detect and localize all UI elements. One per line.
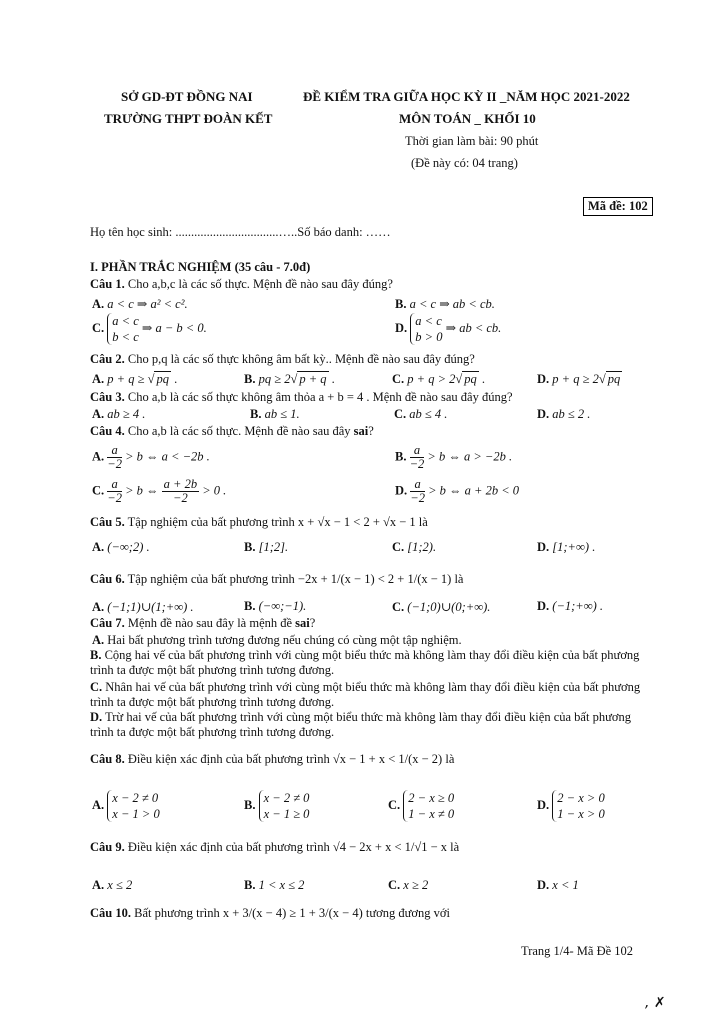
q3-option-d[interactable]: D. ab ≤ 2 .: [537, 407, 591, 421]
question-6: Câu 6. Tập nghiệm của bất phương trình −2x + 1/(x − 1) < 2 + 1/(x − 1) là: [90, 572, 464, 586]
q6-option-a[interactable]: A. (−1;1)∪(1;+∞) .: [92, 600, 194, 614]
question-3: Câu 3. Cho a,b là các số thực không âm thỏa a + b = 4 . Mệnh đề nào sau đây đúng?: [90, 390, 513, 404]
question-1: Câu 1. Cho a,b,c là các số thực. Mệnh đề nào sau đây đúng?: [90, 277, 393, 291]
q7-option-b[interactable]: B. Cộng hai vế của bất phương trình với cùng một biểu thức mà không làm thay đổi điều kiện của bất phương trình ta được một bất phương trình tương đương.: [90, 648, 640, 677]
q3-option-b[interactable]: B. ab ≤ 1.: [250, 407, 300, 421]
q5-option-a[interactable]: A. (−∞;2) .: [92, 540, 150, 554]
q6-option-d[interactable]: D. (−1;+∞) .: [537, 599, 604, 613]
q4-option-d[interactable]: D. $\frac{a}{-2}$ > b ⇔ a + 2b < 0: [395, 477, 520, 505]
q8-option-d[interactable]: D. 2 − x > 0 1 − x > 0: [537, 791, 605, 821]
q2-option-d[interactable]: D. p + q ≥ 2√ pq: [537, 372, 621, 386]
q7-option-c[interactable]: C. Nhân hai vế của bất phương trình với cùng một biểu thức mà không làm thay đổi điều kiện của bất phương trình ta được một bất phương trình tương đương.: [90, 680, 641, 709]
exam-code-box: Mã đề: 102: [583, 197, 653, 216]
exam-title: ĐỀ KIỂM TRA GIỮA HỌC KỲ II _NĂM HỌC 2021-2022: [303, 89, 630, 104]
q1-option-b[interactable]: B. a < c ⇒ ab < cb.: [395, 297, 495, 311]
question-2: Câu 2. Cho p,q là các số thực không âm bất kỳ.. Mệnh đề nào sau đây đúng?: [90, 352, 475, 366]
q9-option-c[interactable]: C. x ≥ 2: [388, 878, 429, 892]
question-4: Câu 4. Cho a,b là các số thực. Mệnh đề nào sau đây sai?: [90, 424, 374, 438]
q5-option-d[interactable]: D. [1;+∞) .: [537, 540, 596, 554]
question-10: Câu 10. Bất phương trình x + 3/(x − 4) ≥ 1 + 3/(x − 4) tương đương với: [90, 906, 450, 920]
q8-option-a[interactable]: A. x − 2 ≠ 0 x − 1 > 0: [92, 791, 160, 821]
q2-option-c[interactable]: C. p + q > 2√ pq .: [392, 372, 486, 386]
page-count: (Đề này có: 04 trang): [411, 156, 518, 170]
student-info-line: Họ tên học sinh: .................................…..Số báo danh: ……: [90, 225, 391, 239]
q3-option-a[interactable]: A. ab ≥ 4 .: [92, 407, 146, 421]
q6-option-c[interactable]: C. (−1;0)∪(0;+∞).: [392, 600, 491, 614]
department-name: SỞ GD-ĐT ĐỒNG NAI: [121, 89, 253, 104]
q4-option-a[interactable]: A. $\frac{a}{-2}$ > b ⇔ a < −2b .: [92, 443, 210, 471]
q3-option-c[interactable]: C. ab ≤ 4 .: [394, 407, 448, 421]
q9-option-d[interactable]: D. x < 1: [537, 878, 579, 892]
q7-option-a[interactable]: A. Hai bất phương trình tương đương nếu chúng có cùng một tập nghiệm.: [92, 633, 462, 647]
subject-title: MÔN TOÁN _ KHỐI 10: [399, 111, 536, 126]
question-9: Câu 9. Điều kiện xác định của bất phương trình √4 − 2x + x < 1/√1 − x là: [90, 840, 460, 854]
question-7: Câu 7. Mệnh đề nào sau đây là mệnh đề sai?: [90, 616, 316, 630]
q9-option-a[interactable]: A. x ≤ 2: [92, 878, 133, 892]
question-8: Câu 8. Điều kiện xác định của bất phương trình √x − 1 + x < 1/(x − 2) là: [90, 752, 455, 766]
section-title: I. PHẦN TRẮC NGHIỆM (35 câu - 7.0đ): [90, 260, 311, 274]
handwritten-mark: , ✗: [645, 995, 666, 1011]
q5-option-c[interactable]: C. [1;2).: [392, 540, 437, 554]
q6-option-b[interactable]: B. (−∞;−1).: [244, 599, 307, 613]
q1-option-c[interactable]: C. a < c b < c ⇒ a − b < 0.: [92, 314, 207, 344]
q8-option-b[interactable]: B. x − 2 ≠ 0 x − 1 ≥ 0: [244, 791, 310, 821]
q1-option-d[interactable]: D. a < c b > 0 ⇒ ab < cb.: [395, 314, 502, 344]
q2-option-a[interactable]: A. p + q ≥ √ pq .: [92, 372, 178, 386]
q1-option-a[interactable]: A. a < c ⇒ a² < c².: [92, 297, 188, 311]
q4-option-b[interactable]: B. $\frac{a}{-2}$ > b ⇔ a > −2b .: [395, 443, 513, 471]
q7-option-d[interactable]: D. Trừ hai vế của bất phương trình với cùng một biểu thức mà không làm thay đổi điều kiện của bất phương trình ta được một bất phương trình tương đương.: [90, 710, 631, 739]
exam-duration: Thời gian làm bài: 90 phút: [405, 134, 539, 148]
page-footer: Trang 1/4- Mã Đề 102: [521, 944, 634, 958]
q2-option-b[interactable]: B. pq ≥ 2√ p + q .: [244, 372, 335, 386]
q4-option-c[interactable]: C. $\frac{a}{-2}$ > b ⇔ $\frac{a + 2b}{-2}$ > 0 .: [92, 477, 227, 505]
question-5: Câu 5. Tập nghiệm của bất phương trình x + √x − 1 < 2 + √x − 1 là: [90, 515, 428, 529]
q8-option-c[interactable]: C. 2 − x ≥ 0 1 − x ≠ 0: [388, 791, 455, 821]
q5-option-b[interactable]: B. [1;2].: [244, 540, 289, 554]
q9-option-b[interactable]: B. 1 < x ≤ 2: [244, 878, 305, 892]
school-name: TRƯỜNG THPT ĐOÀN KẾT: [104, 111, 273, 126]
